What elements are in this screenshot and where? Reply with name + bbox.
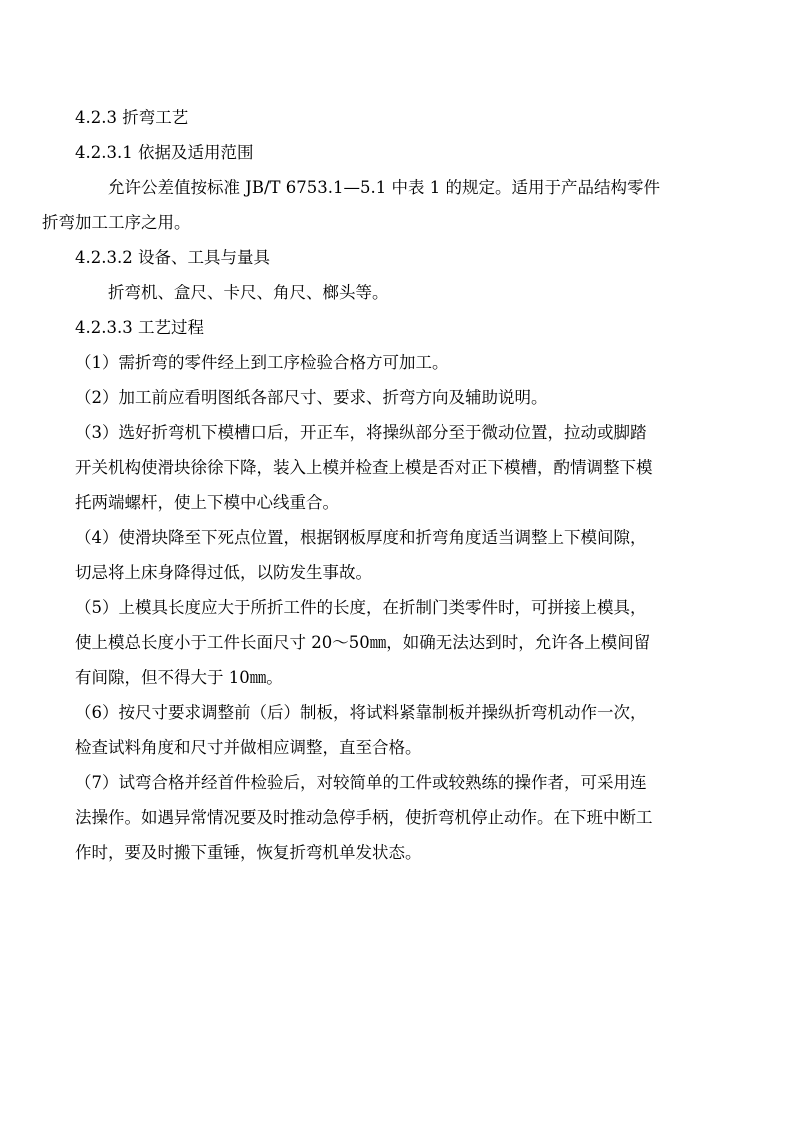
step-4 xyxy=(75,520,720,590)
text-line: （7）试弯合格并经首件检验后，对较简单的工件或较熟练的操作者，可采用连 xyxy=(75,773,647,792)
paragraph-scope xyxy=(42,170,720,240)
text-line: 使上模总长度小于工件长面尺寸 20～50㎜，如确无法达到时，允许各上模间留 xyxy=(75,633,651,652)
text-line: （6）按尺寸要求调整前（后）制板，将试料紧靠制板并操纵折弯机动作一次， xyxy=(75,703,647,722)
text-line: 允许公差值按标准 JB/T 6753.1—5.1 中表 1 的规定。适用于产品结构零件 xyxy=(108,178,661,197)
step-2 xyxy=(75,380,720,415)
text-line: 折弯机、盒尺、卡尺、角尺、榔头等。 xyxy=(108,283,389,302)
document-body xyxy=(42,100,720,870)
step-1 xyxy=(75,345,720,380)
text-line: 切忌将上床身降得过低，以防发生事故。 xyxy=(75,563,372,582)
text-line: 作时，要及时搬下重锤，恢复折弯机单发状态。 xyxy=(75,843,422,862)
step-6 xyxy=(75,695,720,765)
text-line: 法操作。如遇异常情况要及时推动急停手柄，使折弯机停止动作。在下班中断工 xyxy=(75,808,653,827)
heading-4-2-3: 4.2.3 折弯工艺 xyxy=(75,108,189,127)
text-line: （5）上模具长度应大于所折工件的长度，在折制门类零件时，可拼接上模具， xyxy=(75,598,647,617)
text-line: 有间隙，但不得大于 10㎜。 xyxy=(75,668,283,687)
step-3 xyxy=(75,415,720,520)
text-line: 折弯加工工序之用。 xyxy=(42,213,191,232)
text-line: 检查试料角度和尺寸并做相应调整，直至合格。 xyxy=(75,738,422,757)
text-line: （1）需折弯的零件经上到工序检验合格方可加工。 xyxy=(75,353,449,372)
text-line: （2）加工前应看明图纸各部尺寸、要求、折弯方向及辅助说明。 xyxy=(75,388,548,407)
text-line: 托两端螺杆，使上下模中心线重合。 xyxy=(75,493,339,512)
step-5 xyxy=(75,590,720,695)
paragraph-equipment xyxy=(75,275,720,310)
heading-4-2-3-2: 4.2.3.2 设备、工具与量具 xyxy=(75,248,270,267)
text-line: 开关机构使滑块徐徐下降，装入上模并检查上模是否对正下模槽，酌情调整下模 xyxy=(75,458,653,477)
step-7 xyxy=(75,765,720,870)
heading-4-2-3-1: 4.2.3.1 依据及适用范围 xyxy=(75,143,254,162)
text-line: （4）使滑块降至下死点位置，根据钢板厚度和折弯角度适当调整上下模间隙， xyxy=(75,528,647,547)
heading-4-2-3-3: 4.2.3.3 工艺过程 xyxy=(75,318,204,337)
text-line: （3）选好折弯机下模槽口后，开正车，将操纵部分至于微动位置，拉动或脚踏 xyxy=(75,423,647,442)
